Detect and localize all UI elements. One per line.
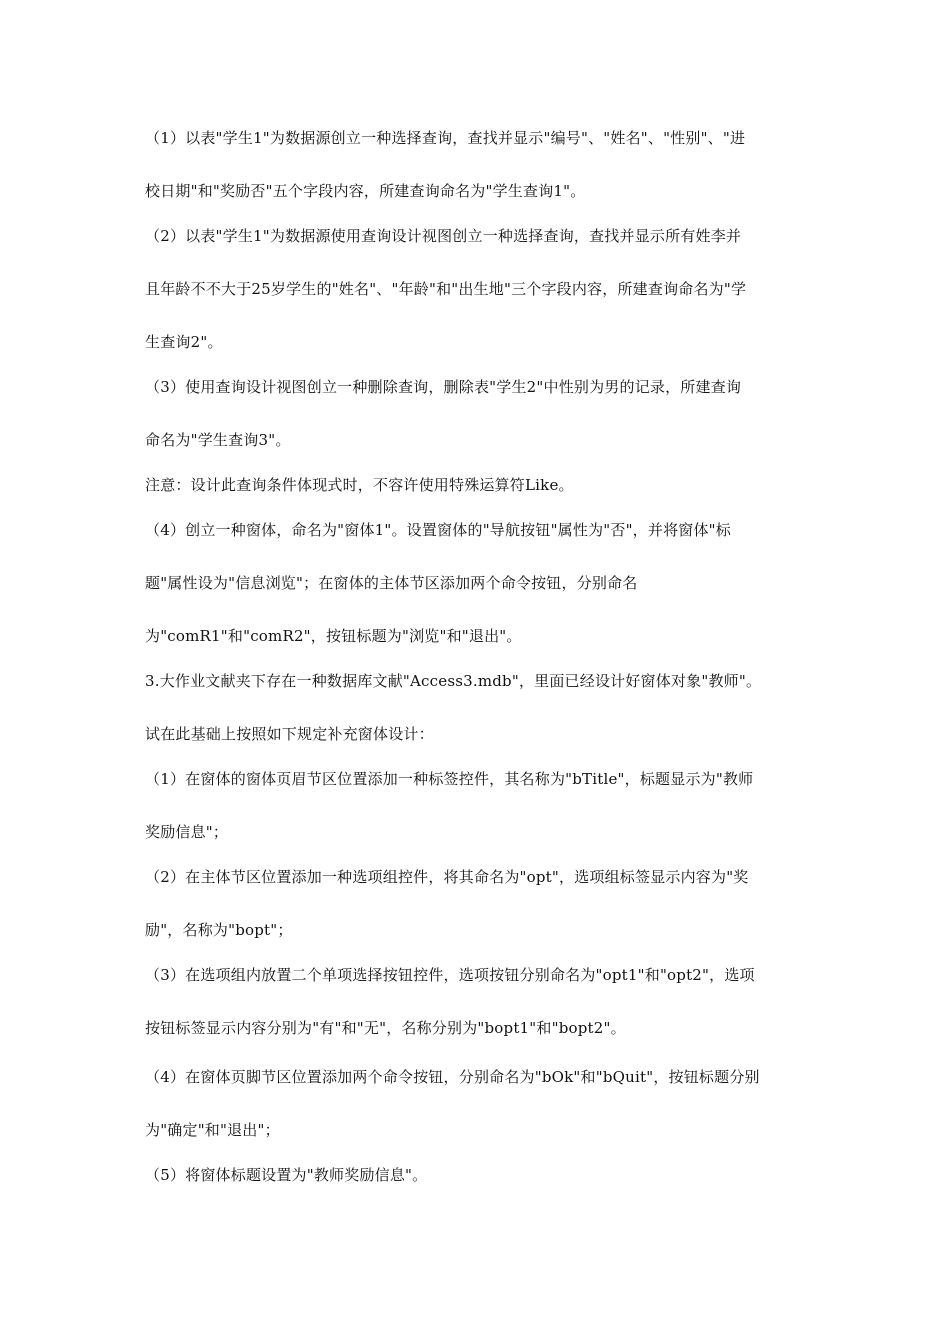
text-line-10: 题"属性设为"信息浏览"；在窗体的主体节区添加两个命令按钮，分别命名 — [145, 574, 638, 592]
text-line-14: （1）在窗体的窗体页眉节区位置添加一种标签控件，其名称为"bTitle"，标题显示为"教师 — [145, 770, 754, 788]
text-line-2: 校日期"和"奖励否"五个字段内容，所建查询命名为"学生查询1"。 — [145, 182, 586, 200]
text-line-21: 为"确定"和"退出"； — [145, 1121, 280, 1139]
text-line-12: 3.大作业文献夹下存在一种数据库文献"Access3.mdb"，里面已经设计好窗体对象"教师"。 — [145, 672, 762, 690]
text-line-18: （3）在选项组内放置二个单项选择按钮控件，选项按钮分别命名为"opt1"和"opt2"，选项 — [145, 966, 755, 984]
text-line-13: 试在此基础上按照如下规定补充窗体设计： — [145, 725, 434, 743]
text-line-22: （5）将窗体标题设置为"教师奖励信息"。 — [145, 1166, 428, 1184]
text-line-9: （4）创立一种窗体，命名为"窗体1"。设置窗体的"导航按钮"属性为"否"，并将窗体"标 — [145, 521, 731, 539]
text-line-1: （1）以表"学生1"为数据源创立一种选择查询，查找并显示"编号"、"姓名"、"性别"、"进 — [145, 129, 746, 147]
text-line-4: 且年龄不不大于25岁学生的"姓名"、"年龄"和"出生地"三个字段内容，所建查询命名为"学 — [145, 280, 747, 298]
text-line-7: 命名为"学生查询3"。 — [145, 431, 291, 449]
text-line-17: 励"，名称为"bopt"； — [145, 921, 293, 939]
text-line-8: 注意：设计此查询条件体现式时，不容许使用特殊运算符Like。 — [145, 476, 574, 494]
text-line-19: 按钮标签显示内容分别为"有"和"无"，名称分别为"bopt1"和"bopt2"。 — [145, 1019, 626, 1037]
text-line-20: （4）在窗体页脚节区位置添加两个命令按钮，分别命名为"bOk"和"bQuit"，按钮标题分别 — [145, 1068, 760, 1086]
text-line-16: （2）在主体节区位置添加一种选项组控件，将其命名为"opt"，选项组标签显示内容为"奖 — [145, 868, 749, 886]
text-line-6: （3）使用查询设计视图创立一种删除查询，删除表"学生2"中性别为男的记录，所建查询 — [145, 378, 742, 396]
text-line-3: （2）以表"学生1"为数据源使用查询设计视图创立一种选择查询，查找并显示所有姓李并 — [145, 227, 742, 245]
text-line-11: 为"comR1"和"comR2"，按钮标题为"浏览"和"退出"。 — [145, 627, 522, 645]
text-line-5: 生查询2"。 — [145, 333, 223, 351]
text-line-15: 奖励信息"； — [145, 823, 229, 841]
